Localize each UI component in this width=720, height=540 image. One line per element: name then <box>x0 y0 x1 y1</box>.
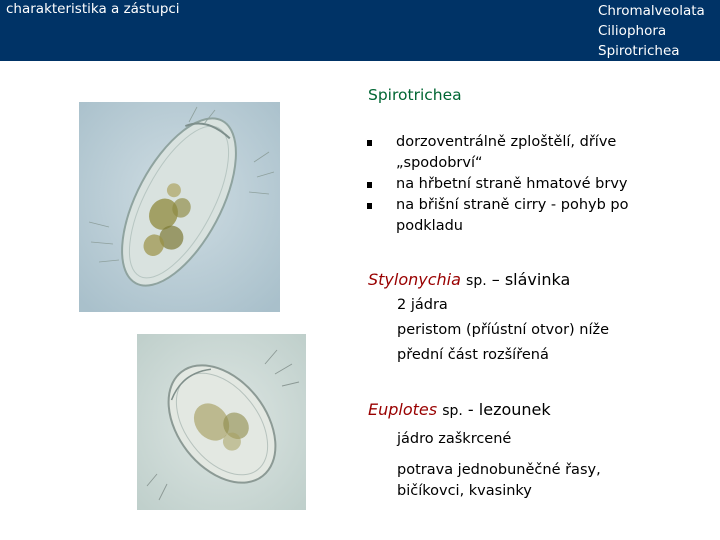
taxonomy-kingdom: Chromalveolata <box>598 3 705 19</box>
detail-line: 2 jádra <box>397 297 448 313</box>
header-topic: charakteristika a zástupci <box>6 1 180 17</box>
detail-line: jádro zaškrcené <box>397 431 512 447</box>
euplotes-details <box>397 429 657 502</box>
bullet-marker <box>367 203 372 209</box>
common-name: lezounek <box>478 400 551 419</box>
bullet-marker <box>367 182 372 188</box>
genus-name: Euplotes <box>368 400 438 419</box>
taxonomy-phylum: Ciliophora <box>598 23 667 39</box>
stylonychia-photo <box>79 102 280 312</box>
taxonomy-class: Spirotrichea <box>598 43 680 59</box>
spacer <box>397 450 657 460</box>
list-item <box>367 132 687 174</box>
characteristics-list <box>367 132 687 237</box>
species-abbrev: sp. <box>466 273 487 289</box>
detail-line: potrava jednobuněčné řasy, bičíkovci, kvasinky <box>397 462 601 499</box>
list-item-text: na hřbetní straně hmatové brvy <box>396 176 628 192</box>
taxonomy-list <box>598 1 705 61</box>
stylonychia-details <box>397 293 609 368</box>
species-heading-euplotes <box>368 400 551 419</box>
list-item-text: na břišní straně cirry - pohyb po podkladu <box>396 197 629 234</box>
section-title: Spirotrichea <box>368 86 462 104</box>
bullet-marker <box>367 140 372 146</box>
detail-line: peristom (příústní otvor) níže <box>397 322 610 338</box>
euplotes-photo <box>137 334 306 510</box>
separator: – <box>486 270 505 289</box>
header-bar <box>0 0 720 61</box>
species-heading-stylonychia <box>368 270 570 289</box>
common-name: slávinka <box>504 270 571 289</box>
list-item <box>367 174 687 195</box>
list-item <box>367 195 687 237</box>
species-abbrev: sp. <box>442 403 463 419</box>
list-item-text: dorzoventrálně zploštělí, dříve „spodobrví“ <box>396 134 617 171</box>
detail-line: přední část rozšířená <box>397 347 549 363</box>
genus-name: Stylonychia <box>368 270 461 289</box>
separator: - <box>462 400 479 419</box>
